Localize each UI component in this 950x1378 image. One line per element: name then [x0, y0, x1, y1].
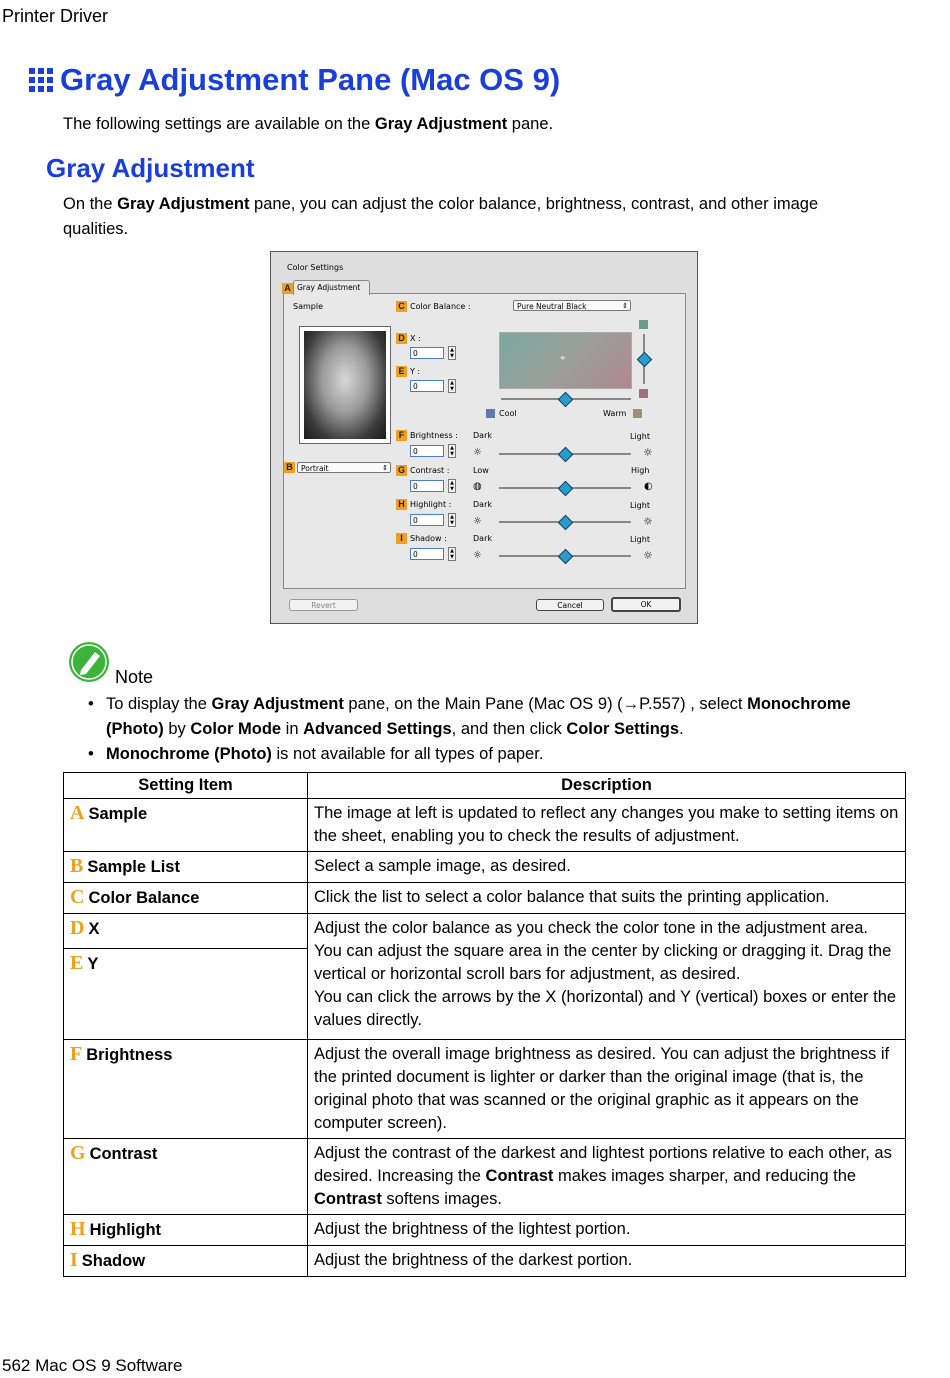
highlight-dark-icon: ☼ [473, 516, 482, 527]
sun-light-icon: ☼ [643, 446, 653, 459]
item-letter: I [70, 1249, 78, 1271]
contrast-low-icon: ◍ [473, 481, 482, 492]
table-row [64, 1246, 906, 1277]
highlight-light-label: Light [630, 501, 650, 510]
table-row [64, 1215, 906, 1246]
item-letter: C [70, 886, 85, 908]
desc-b1: Contrast [485, 1167, 554, 1185]
shadow-dark-icon: ☼ [473, 550, 482, 561]
color-settings-dialog [270, 251, 698, 624]
revert-button[interactable]: Revert [289, 599, 358, 611]
settings-table [63, 772, 906, 1277]
item-name: Sample List [87, 858, 180, 876]
desc-cell: Click the list to select a color balance that suits the printing application. [308, 883, 906, 914]
marker-b: B [284, 462, 295, 473]
para-p1: On the [63, 195, 118, 213]
swatch-green [639, 320, 648, 329]
item-letter: H [70, 1218, 86, 1240]
highlight-stepper[interactable]: ▲ ▼ [448, 513, 456, 527]
note-list [88, 692, 908, 767]
marker-e: E [396, 366, 407, 377]
b1-b4: Advanced Settings [303, 720, 452, 738]
item-cell [64, 1246, 308, 1277]
table-row [64, 1139, 906, 1215]
section-paragraph [63, 192, 883, 242]
item-letter: D [70, 917, 85, 939]
desc-cell: Adjust the color balance as you check the color tone in the adjustment area. You can adjust the square area in the center by clicking or dragging it. Drag the vertical or horizontal scroll bars for adjustment, as desired. You can click the arrows by the X (horizontal) and Y (vertical) boxes or enter the values directly. [308, 914, 906, 1040]
ok-button[interactable]: OK [611, 597, 681, 612]
intro-bold: Gray Adjustment [374, 115, 508, 133]
b1-p4: in [281, 720, 304, 738]
color-adjustment-area[interactable] [499, 332, 632, 389]
marker-d: D [396, 333, 407, 344]
col-description: Description [308, 773, 906, 799]
item-name: Sample [88, 805, 148, 823]
b1-b3: Color Mode [190, 720, 282, 738]
desc-p2: makes images sharper, and reducing the [553, 1167, 857, 1185]
swatch-magenta [639, 389, 648, 398]
item-name: Shadow [81, 1252, 146, 1270]
swatch-cool [486, 409, 495, 418]
table-header-row [64, 773, 906, 799]
marker-i: I [396, 533, 407, 544]
table-row [64, 914, 906, 949]
note-bullet-1 [88, 692, 908, 742]
desc-cell [308, 1139, 906, 1215]
shadow-field[interactable]: 0 [410, 548, 444, 560]
contrast-low-label: Low [473, 466, 489, 475]
item-name: Color Balance [88, 889, 200, 907]
intro-p1: The following settings are available on the [63, 115, 375, 133]
sample-image [299, 326, 391, 444]
shadow-light-label: Light [630, 535, 650, 544]
brightness-stepper[interactable]: ▲ ▼ [448, 444, 456, 458]
table-row [64, 799, 906, 852]
highlight-light-icon: ☼ [643, 515, 653, 528]
grid-bullet-icon [28, 66, 56, 94]
contrast-stepper[interactable]: ▲ ▼ [448, 479, 456, 493]
x-field[interactable]: 0 [410, 347, 444, 359]
tab-label: Gray Adjustment [297, 283, 361, 292]
desc-p3: softens images. [381, 1190, 502, 1208]
item-cell [64, 852, 308, 883]
shadow-stepper[interactable]: ▲ ▼ [448, 547, 456, 561]
y-label: Y : [410, 367, 421, 376]
dialog-title: Color Settings [287, 263, 344, 272]
item-letter: A [70, 802, 85, 824]
y-stepper[interactable]: ▲ ▼ [448, 379, 456, 393]
shadow-dark-label: Dark [473, 534, 492, 543]
b1-p3: by [163, 720, 191, 738]
note-pencil-icon [67, 640, 111, 684]
desc-b2: Contrast [314, 1190, 382, 1208]
page-title [28, 62, 560, 98]
sample-list-select[interactable]: Portrait ⇕ [297, 462, 391, 473]
b2-b1: Monochrome (Photo) [106, 745, 272, 763]
intro-text [63, 115, 553, 134]
item-cell [64, 949, 308, 1040]
color-balance-select[interactable]: Pure Neutral Black ⇕ [513, 300, 631, 311]
brightness-label: Brightness : [410, 431, 458, 440]
item-name: Contrast [89, 1145, 158, 1163]
y-field[interactable]: 0 [410, 380, 444, 392]
desc-cell: The image at left is updated to reflect any changes you make to setting items on the sheet, enabling you to check the results of adjustment. [308, 799, 906, 852]
table-row [64, 852, 906, 883]
marker-h: H [396, 499, 407, 510]
highlight-field[interactable]: 0 [410, 514, 444, 526]
contrast-high-label: High [631, 466, 650, 475]
item-letter: F [70, 1043, 83, 1065]
item-cell [64, 1040, 308, 1139]
marker-g: G [397, 465, 405, 475]
running-header: Printer Driver [2, 6, 109, 26]
item-letter: B [70, 855, 84, 877]
sample-label: Sample [293, 302, 323, 311]
note-label: Note [115, 667, 154, 687]
desc-cell: Select a sample image, as desired. [308, 852, 906, 883]
contrast-high-icon: ◐ [644, 481, 653, 492]
item-name: Brightness [86, 1046, 173, 1064]
desc-cell: Adjust the overall image brightness as desired. You can adjust the brightness if the printed document is lighter or darker than the original image (that is, the original photo that was scanned or the original graphic as it appears on the computer screen). [308, 1040, 906, 1139]
item-name: Highlight [89, 1221, 162, 1239]
item-letter: G [70, 1142, 86, 1164]
b1-b2: Monochrome (Photo) [106, 695, 851, 738]
brightness-field[interactable]: 0 [410, 445, 444, 457]
contrast-label: Contrast : [410, 466, 450, 475]
item-name: X [88, 920, 100, 938]
b2-p1: is not available for all types of paper. [271, 745, 544, 763]
cancel-button[interactable]: Cancel [536, 599, 604, 611]
sample-photo [304, 331, 386, 439]
shadow-label: Shadow : [410, 534, 447, 543]
b1-p2: pane, on the Main Pane (Mac OS 9) (→P.557) , select [343, 695, 748, 713]
contrast-field[interactable]: 0 [410, 480, 444, 492]
item-name: Y [87, 955, 99, 973]
marker-a: A [282, 283, 293, 294]
warm-label: Warm [603, 409, 627, 418]
table-row [64, 883, 906, 914]
x-stepper[interactable]: ▲ ▼ [448, 346, 456, 360]
desc-p1: Adjust the contrast of the darkest and lightest portions relative to each other, as desired. Increasing the [314, 1144, 892, 1185]
brightness-light-label: Light [630, 432, 650, 441]
color-balance-label: Color Balance : [410, 302, 471, 311]
marker-c: C [396, 301, 407, 312]
section-heading: Gray Adjustment [46, 153, 255, 183]
brightness-dark-label: Dark [473, 431, 492, 440]
b1-p1: To display the [106, 695, 212, 713]
para-p2: pane, you can adjust the color balance, brightness, contrast, and other image qualities. [63, 195, 819, 238]
desc-cell: Adjust the brightness of the lightest portion. [308, 1215, 906, 1246]
page-footer: 562 Mac OS 9 Software [2, 1356, 183, 1375]
item-letter: E [70, 952, 84, 974]
crosshair-icon: ⌖ [560, 353, 566, 364]
b1-p6: . [679, 720, 684, 738]
para-bold: Gray Adjustment [117, 195, 250, 213]
b1-b1: Gray Adjustment [211, 695, 344, 713]
item-cell [64, 883, 308, 914]
col-setting-item: Setting Item [64, 773, 308, 799]
item-cell [64, 914, 308, 949]
b1-b5: Color Settings [566, 720, 680, 738]
x-label: X : [410, 334, 421, 343]
item-cell [64, 1215, 308, 1246]
shadow-light-icon: ☼ [643, 549, 653, 562]
cool-label: Cool [499, 409, 517, 418]
marker-f: F [396, 430, 407, 441]
sun-dark-icon: ☼ [473, 447, 482, 458]
note-bullet-2 [88, 742, 908, 767]
table-row [64, 1040, 906, 1139]
item-cell [64, 799, 308, 852]
highlight-label: Highlight : [410, 500, 452, 509]
swatch-warm [633, 409, 642, 418]
b1-p5: , and then click [451, 720, 567, 738]
page-title-text: Gray Adjustment Pane (Mac OS 9) [60, 62, 561, 97]
desc-cell: Adjust the brightness of the darkest portion. [308, 1246, 906, 1277]
tab-gray-adjustment[interactable] [293, 280, 370, 295]
intro-p2: pane. [507, 115, 554, 133]
highlight-dark-label: Dark [473, 500, 492, 509]
item-cell [64, 1139, 308, 1215]
